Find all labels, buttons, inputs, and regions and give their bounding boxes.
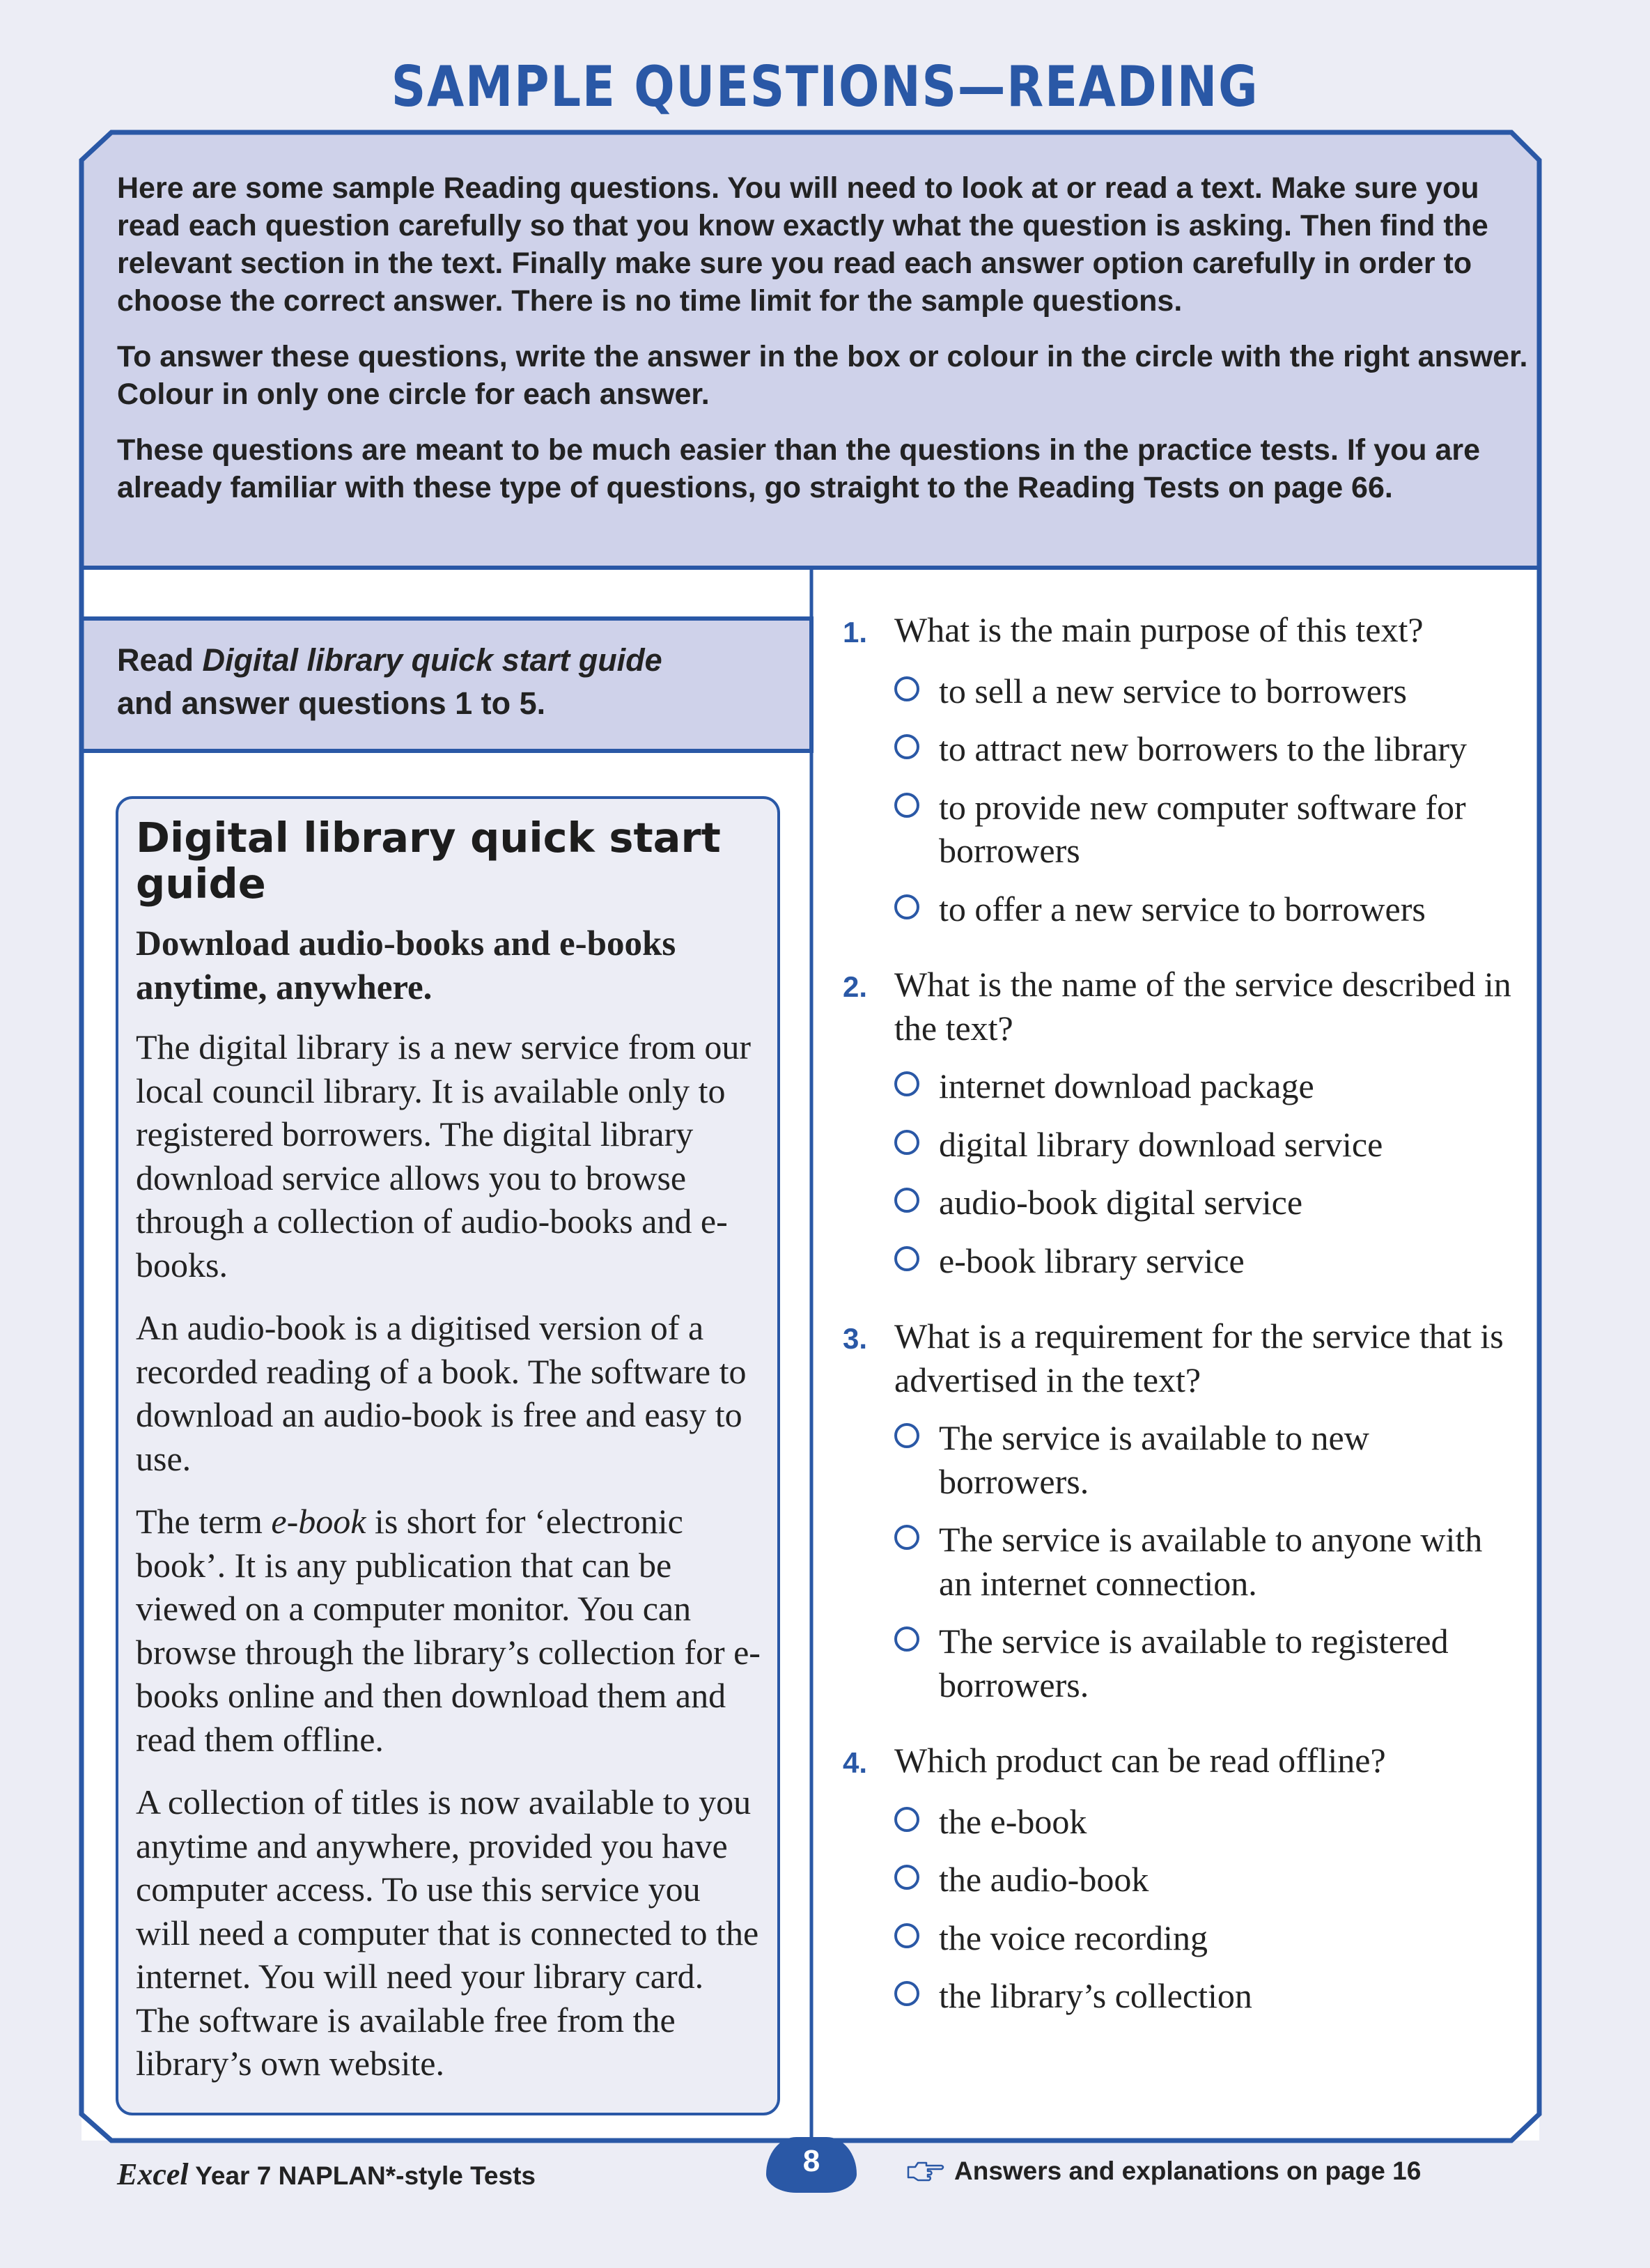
reading-instruction — [117, 639, 758, 725]
intro-paragraph: To answer these questions, write the answer in the box or colour in the circle with the right answer. Colour in only one circle for each answer. — [117, 340, 1528, 411]
answer-option-label: to sell a new service to borrowers — [939, 671, 1407, 710]
answer-option[interactable] — [894, 1800, 1511, 1844]
question-list — [843, 608, 1511, 2050]
question — [843, 1314, 1511, 1707]
answer-option[interactable] — [894, 1416, 1511, 1503]
reading-passage — [136, 815, 763, 2105]
answer-option[interactable] — [894, 1974, 1511, 2018]
answer-option[interactable] — [894, 1064, 1511, 1108]
answer-circle-icon[interactable] — [894, 1246, 919, 1271]
instruction-prefix: Read — [117, 642, 203, 678]
passage-text: The term — [136, 1502, 272, 1541]
answer-option-label: e-book library service — [939, 1241, 1245, 1280]
answer-option[interactable] — [894, 1239, 1511, 1283]
passage-paragraph: The digital library is a new service from our local council library. It is available only to registered borrowers. The digital library download service allows you to browse through a collection of audio-books and e-books. — [136, 1027, 752, 1284]
passage-subtitle: Download audio-books and e-books anytime, anywhere. — [136, 924, 676, 1007]
answer-circle-icon[interactable] — [894, 894, 919, 919]
answer-option[interactable] — [894, 1916, 1511, 1960]
question-number: 4. — [843, 1746, 868, 1779]
answer-circle-icon[interactable] — [894, 1865, 919, 1890]
page-title: SAMPLE QUESTIONS—READING — [391, 54, 1259, 119]
question — [843, 608, 1511, 931]
answer-circle-icon[interactable] — [894, 1130, 919, 1155]
answer-option-label: the e-book — [939, 1801, 1087, 1841]
answer-option[interactable] — [894, 1518, 1511, 1605]
book-title — [117, 2157, 536, 2192]
answer-option-label: the voice recording — [939, 1918, 1208, 1957]
answer-circle-icon[interactable] — [894, 734, 919, 759]
answer-circle-icon[interactable] — [894, 1807, 919, 1832]
question — [843, 963, 1511, 1282]
question — [843, 1739, 1511, 2018]
instruction-suffix: and answer questions 1 to 5. — [117, 685, 546, 721]
passage-paragraph: An audio-book is a digitised version of a recorded reading of a book. The software to download an audio-book is free and easy to use. — [136, 1308, 747, 1478]
answer-option-label: to offer a new service to borrowers — [939, 889, 1426, 929]
answer-option[interactable] — [894, 1620, 1511, 1707]
answer-circle-icon[interactable] — [894, 1981, 919, 2006]
answer-circle-icon[interactable] — [894, 793, 919, 818]
question-text: What is the name of the service described in the text? — [894, 965, 1511, 1048]
pointing-hand-icon — [905, 2159, 946, 2184]
answer-option-label: The service is available to anyone with an internet connection. — [939, 1520, 1483, 1603]
answer-circle-icon[interactable] — [894, 1626, 919, 1652]
question-text: What is a requirement for the service that is advertised in the text? — [894, 1316, 1504, 1399]
answer-option-label: the library’s collection — [939, 1976, 1252, 2015]
answer-option[interactable] — [894, 727, 1511, 771]
answers-note: Answers and explanations on page 16 — [954, 2157, 1422, 2185]
passage-text: is short for ‘electronic book’. It is any publication that can be viewed on a computer monitor. You can browse through the library’s collection for e-books online and then download them and read them offline. — [136, 1502, 761, 1759]
brand-name: Excel — [117, 2157, 189, 2191]
answer-circle-icon[interactable] — [894, 1423, 919, 1448]
answer-circle-icon[interactable] — [894, 1188, 919, 1213]
answer-option[interactable] — [894, 887, 1511, 931]
answers-reference — [905, 2157, 1421, 2186]
question-number: 3. — [843, 1322, 868, 1355]
question-number: 1. — [843, 616, 868, 648]
answer-option-label: the audio-book — [939, 1860, 1149, 1899]
passage-term: e-book — [271, 1502, 366, 1541]
passage-paragraph: A collection of titles is now available to you anytime and anywhere, provided you have computer access. To use this service you will need a computer that is connected to the internet. You will need your library card. The software is available free from the library’s own website. — [136, 1782, 759, 2083]
answer-option-label: to attract new borrowers to the library — [939, 729, 1468, 768]
question-text: What is the main purpose of this text? — [894, 610, 1424, 649]
answer-circle-icon[interactable] — [894, 1923, 919, 1948]
answer-option-label: digital library download service — [939, 1124, 1383, 1164]
page-number: 8 — [766, 2137, 857, 2193]
answer-option[interactable] — [894, 1181, 1511, 1225]
answer-option-label: The service is available to new borrowers. — [939, 1418, 1369, 1501]
answer-circle-icon[interactable] — [894, 1071, 919, 1096]
question-text: Which product can be read offline? — [894, 1741, 1386, 1780]
answer-option-label: audio-book digital service — [939, 1183, 1303, 1222]
answer-option[interactable] — [894, 786, 1511, 873]
intro-paragraph: Here are some sample Reading questions. You will need to look at or read a text. Make sure you read each question carefully so that you know exactly what the question is asking. Then find the relevant section in the text. Finally make sure you read each answer option carefully in order to choose the correct answer. There is no time limit for the sample questions. — [117, 171, 1488, 318]
answer-circle-icon[interactable] — [894, 1525, 919, 1550]
book-name: Year 7 NAPLAN*-style Tests — [188, 2161, 536, 2190]
answer-option[interactable] — [894, 1858, 1511, 1902]
intro-instructions — [117, 169, 1531, 525]
answer-option[interactable] — [894, 669, 1511, 713]
passage-paragraph — [136, 1500, 763, 1761]
answer-circle-icon[interactable] — [894, 676, 919, 701]
answer-option-label: The service is available to registered borrowers. — [939, 1622, 1449, 1704]
intro-paragraph: These questions are meant to be much easier than the questions in the practice tests. If you are already familiar with these type of questions, go straight to the Reading Tests on page 66. — [117, 433, 1481, 504]
instruction-text-title: Digital library quick start guide — [202, 642, 662, 678]
answer-option-label: to provide new computer software for borrowers — [939, 787, 1466, 870]
answer-option[interactable] — [894, 1123, 1511, 1167]
passage-title: Digital library quick start guide — [136, 814, 721, 908]
question-number: 2. — [843, 970, 868, 1003]
answer-option-label: internet download package — [939, 1066, 1314, 1105]
